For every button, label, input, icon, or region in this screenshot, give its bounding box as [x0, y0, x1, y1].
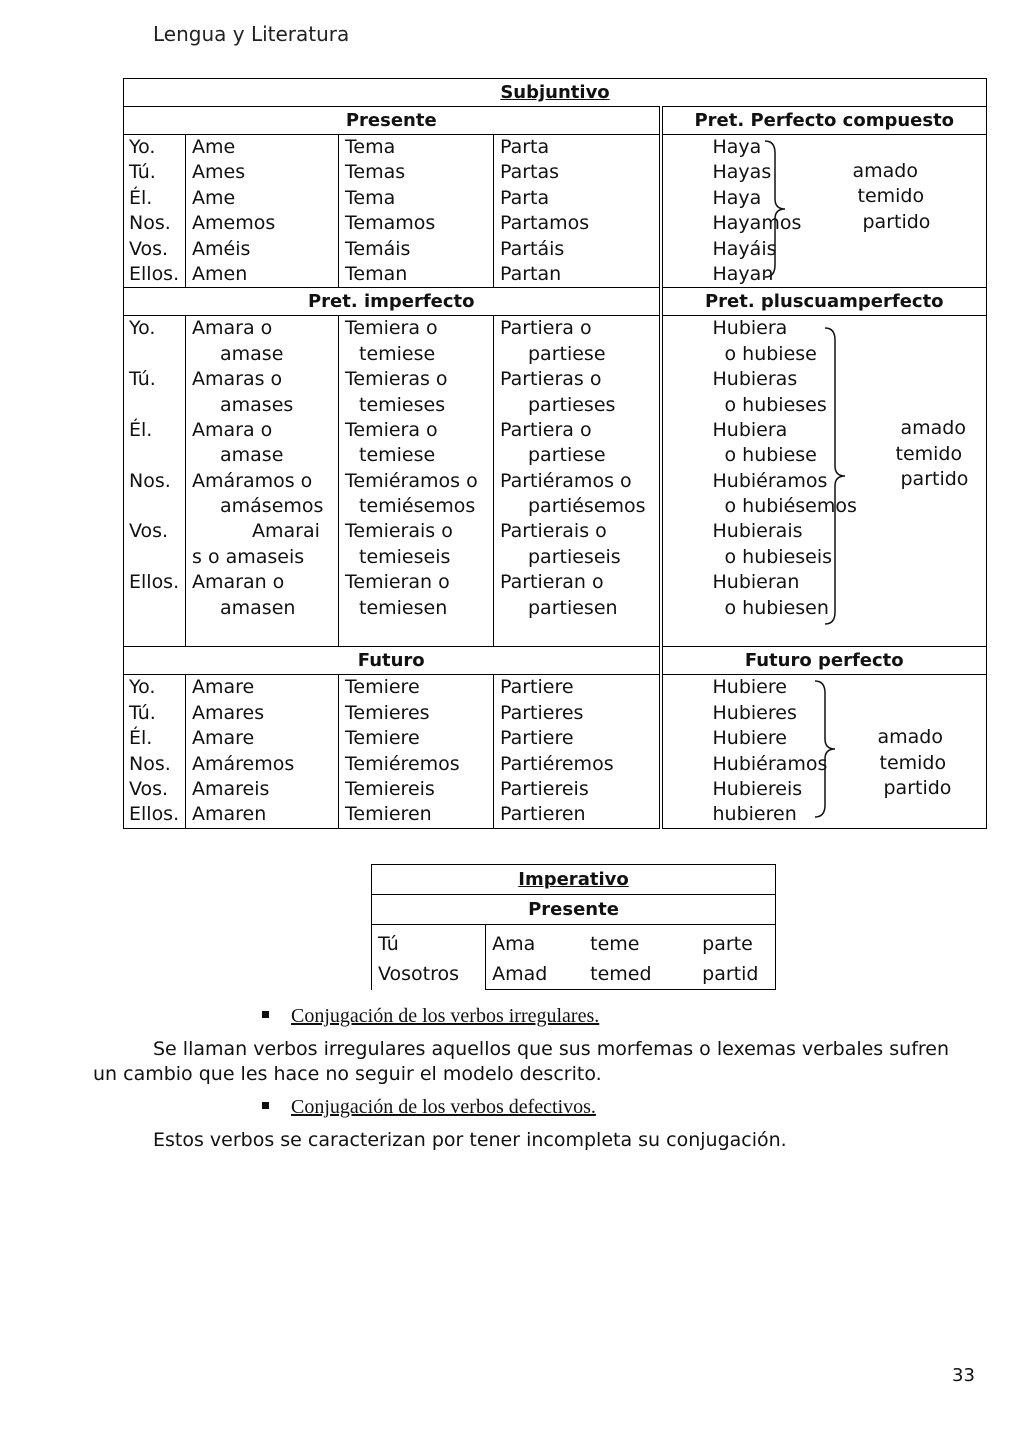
imperativo-row [372, 925, 776, 990]
conjugation-cell: partiésemos [528, 495, 646, 518]
subjuntivo-title-row [124, 79, 987, 107]
conjugation-cell: partiese [528, 444, 606, 467]
conjugation-cell [129, 342, 185, 367]
conjugation-cell: Vos. [129, 237, 169, 260]
conjugation-cell: Amáremos [192, 752, 295, 775]
conjugation-cell: Parta [500, 186, 550, 209]
conjugation-cell: Amare [192, 676, 255, 699]
participle-label: temido [879, 751, 947, 774]
bullet-square-icon [262, 1102, 269, 1109]
conjugation-column-er [339, 316, 494, 647]
conjugation-cell: Partan [500, 262, 562, 285]
conjugation-cell: Nos. [129, 752, 171, 775]
section-body-row [124, 675, 987, 828]
conjugation-cell: Temiereis [345, 777, 435, 800]
conjugation-cell: hubieren [712, 803, 797, 826]
conjugation-cell: Vos. [129, 520, 169, 543]
section-header-row [124, 288, 987, 316]
section-header-row [124, 107, 987, 135]
conjugation-cell: Él. [129, 727, 153, 750]
conjugation-cell: temiesen [359, 596, 448, 619]
conjugation-cell: Partieran o [500, 571, 604, 594]
conjugation-cell: Ame [192, 136, 236, 158]
conjugation-cell: amase [220, 444, 284, 467]
conjugation-cell: Améis [192, 237, 251, 260]
conjugation-cell: Partieren [500, 803, 586, 826]
conjugation-cell: Él. [129, 418, 153, 441]
conjugation-cell: partieseis [528, 545, 621, 568]
conjugation-cell: amasen [220, 596, 296, 619]
paragraph-defectivos: Estos verbos se caracterizan por tener incompleta su conjugación. [153, 1129, 787, 1151]
bullet-square-icon [262, 1011, 269, 1018]
conjugation-cell: Hubieran [712, 571, 800, 594]
conjugation-cell: o hubiesen [724, 596, 829, 619]
conjugation-cell: Temiéramos o [345, 469, 478, 492]
conjugation-cell: Amare [192, 727, 255, 750]
conjugation-cell: Hubieres [712, 701, 797, 724]
section-body-row [124, 135, 987, 288]
conjugation-cell [129, 393, 185, 418]
conjugation-cell: Hubiera [712, 418, 788, 441]
conjugation-cell: Hayáis [712, 237, 777, 260]
participle-label: partido [883, 777, 952, 800]
conjugation-cell: Ame [192, 186, 236, 209]
conjugation-cell: Partas [500, 161, 560, 184]
conjugation-cell: s o amaseis [192, 545, 305, 568]
conjugation-cell [129, 443, 185, 468]
section-left-title: Futuro [124, 647, 661, 675]
section-body-row [124, 316, 987, 647]
compound-column [661, 135, 987, 288]
conjugation-cell: Partieras o [500, 368, 602, 391]
conjugation-cell: partiesen [528, 596, 618, 619]
conjugation-cell: Haya [712, 136, 762, 158]
conjugation-cell: Amáramos o [192, 469, 313, 492]
conjugation-cell: o hubieseis [724, 545, 833, 568]
conjugation-column-er [339, 135, 494, 288]
participle-label: amado [900, 417, 966, 440]
conjugation-column-ir [494, 135, 661, 288]
conjugation-cell: Nos. [129, 212, 171, 235]
conjugation-cell: Tú. [129, 368, 156, 391]
conjugation-cell: Partiereis [500, 777, 589, 800]
conjugation-cell: Yo. [129, 136, 156, 158]
brace-icon [813, 679, 837, 819]
participle-label: amado [852, 160, 918, 182]
conjugation-cell: Ellos. [129, 262, 180, 285]
conjugation-cell: Temáis [345, 237, 411, 260]
conjugation-cell [129, 545, 185, 570]
section-right-title: Futuro perfecto [661, 647, 987, 675]
section-right-title: Pret. pluscuamperfecto [661, 288, 987, 316]
conjugation-cell: partiese [528, 342, 606, 365]
participle-label: amado [877, 726, 943, 749]
conjugation-cell: Parta [500, 136, 550, 158]
subjuntivo-table [123, 78, 987, 829]
conjugation-cell: Hubiere [712, 676, 787, 699]
conjugation-cell: Temiéremos [345, 752, 460, 775]
conjugation-cell: temieses [359, 393, 446, 416]
conjugation-cell: Ames [192, 161, 246, 184]
conjugation-cell: Hubiéramos [712, 469, 828, 492]
conjugation-column-ir [494, 316, 661, 647]
conjugation-cell: Amemos [192, 212, 276, 235]
running-header: Lengua y Literatura [153, 22, 350, 46]
conjugation-cell: Amara o [192, 418, 273, 441]
conjugation-cell: temiésemos [359, 495, 476, 518]
brace-icon [823, 326, 847, 626]
bullet-irregulares: Conjugación de los verbos irregulares. [262, 1005, 599, 1028]
conjugation-cell: Vos. [129, 777, 169, 800]
conjugation-cell: Nos. [129, 469, 171, 492]
conjugation-cell: Temas [345, 161, 406, 184]
conjugation-cell: Amares [192, 701, 265, 724]
conjugation-cell: Hubiéramos [712, 752, 828, 775]
paragraph-irregulares-1: Se llaman verbos irregulares aquellos que sus morfemas o lexemas verbales sufren [153, 1038, 950, 1060]
conjugation-cell: amases [220, 393, 294, 416]
bullet-defectivos: Conjugación de los verbos defectivos. [262, 1096, 596, 1119]
conjugation-cell: Temiere [345, 727, 420, 750]
conjugation-cell: Amaren [192, 803, 267, 826]
compound-column [661, 316, 987, 647]
imperativo-title: Imperativo [372, 865, 776, 895]
conjugation-cell: o hubiésemos [724, 495, 857, 518]
conjugation-cell: Hubieras [712, 368, 798, 391]
conjugation-cell: Hayan [712, 262, 774, 285]
conjugation-column-ar [186, 316, 339, 647]
conjugation-cell: Hubiera [712, 317, 788, 340]
participle-label: partido [900, 468, 969, 491]
conjugation-cell: Temiere [345, 676, 420, 699]
conjugation-column-ar [186, 135, 339, 288]
conjugation-cell: Partierais o [500, 520, 607, 543]
pronoun-column [124, 316, 186, 647]
conjugation-cell: Temieras o [345, 368, 448, 391]
conjugation-cell: Amen [192, 262, 248, 285]
section-left-title: Pret. imperfecto [124, 288, 661, 316]
conjugation-cell: amase [220, 342, 284, 365]
conjugation-cell: Tema [345, 136, 396, 158]
section-right-title: Pret. Perfecto compuesto [661, 107, 987, 135]
conjugation-cell: Temieren [345, 803, 432, 826]
imperativo-table [371, 864, 776, 990]
conjugation-cell: Hayamos [712, 212, 802, 235]
conjugation-cell: Amaras o [192, 368, 283, 391]
conjugation-cell: Temiera o [345, 418, 438, 441]
conjugation-cell: Partiere [500, 676, 574, 699]
conjugation-column-ar [186, 675, 339, 828]
conjugation-cell: Haya [712, 186, 762, 209]
compound-column [661, 675, 987, 828]
conjugation-cell [129, 596, 185, 621]
conjugation-cell: Amareis [192, 777, 270, 800]
conjugation-cell: Partiéremos [500, 752, 614, 775]
section-left-title: Presente [124, 107, 661, 135]
conjugation-cell: temieseis [359, 545, 451, 568]
conjugation-cell: Temieran o [345, 571, 450, 594]
section-header-row [124, 647, 987, 675]
conjugation-cell: Partáis [500, 237, 565, 260]
conjugation-cell [129, 494, 185, 519]
conjugation-cell: Ellos. [129, 571, 180, 594]
conjugation-cell: o hubiese [724, 444, 817, 467]
conjugation-cell: Tú. [129, 701, 156, 724]
conjugation-cell: Hubierais [712, 520, 803, 543]
brace-icon [763, 139, 787, 279]
imperativo-pronoun: Tú Vosotros [372, 925, 486, 990]
conjugation-cell: temiese [359, 342, 436, 365]
conjugation-cell: o hubiese [724, 342, 817, 365]
imperativo-subtitle: Presente [372, 895, 776, 925]
conjugation-cell: Teman [345, 262, 408, 285]
conjugation-cell: Temierais o [345, 520, 453, 543]
conjugation-cell: temiese [359, 444, 436, 467]
participle-label: temido [857, 185, 925, 208]
conjugation-cell: Partieres [500, 701, 584, 724]
pronoun-column [124, 135, 186, 288]
conjugation-column-er [339, 675, 494, 828]
conjugation-cell: o hubieses [724, 393, 827, 416]
conjugation-cell: Hubiereis [712, 777, 803, 800]
conjugation-cell: Yo. [129, 317, 156, 340]
conjugation-cell: Amarai [252, 520, 320, 543]
participle-label: partido [862, 210, 931, 233]
participle-label: temido [895, 442, 963, 465]
conjugation-cell: Amara o [192, 317, 273, 340]
page-number: 33 [952, 1365, 975, 1386]
pronoun-column [124, 675, 186, 828]
conjugation-cell: Temieres [345, 701, 430, 724]
conjugation-cell: Él. [129, 186, 153, 209]
conjugation-cell: Temiera o [345, 317, 438, 340]
conjugation-cell: Hubiere [712, 727, 787, 750]
conjugation-cell: Tú. [129, 161, 156, 184]
conjugation-cell: Partiera o [500, 317, 592, 340]
conjugation-cell: Ellos. [129, 803, 180, 826]
subjuntivo-title: Subjuntivo [124, 79, 987, 107]
conjugation-cell: Partiéramos o [500, 469, 632, 492]
paragraph-irregulares-2: un cambio que les hace no seguir el modelo descrito. [93, 1063, 602, 1085]
conjugation-column-ir [494, 675, 661, 828]
imperativo-forms: Ama teme parte Amad temed partid [486, 925, 776, 990]
conjugation-cell: Tema [345, 186, 396, 209]
conjugation-cell: Partiera o [500, 418, 592, 441]
conjugation-cell: partieses [528, 393, 616, 416]
conjugation-cell: Hayas [712, 161, 772, 184]
conjugation-cell: Partiere [500, 727, 574, 750]
conjugation-cell: Amaran o [192, 571, 285, 594]
conjugation-cell: amásemos [220, 495, 324, 518]
conjugation-cell: Temamos [345, 212, 436, 235]
conjugation-cell: Yo. [129, 676, 156, 699]
conjugation-cell: Partamos [500, 212, 590, 235]
